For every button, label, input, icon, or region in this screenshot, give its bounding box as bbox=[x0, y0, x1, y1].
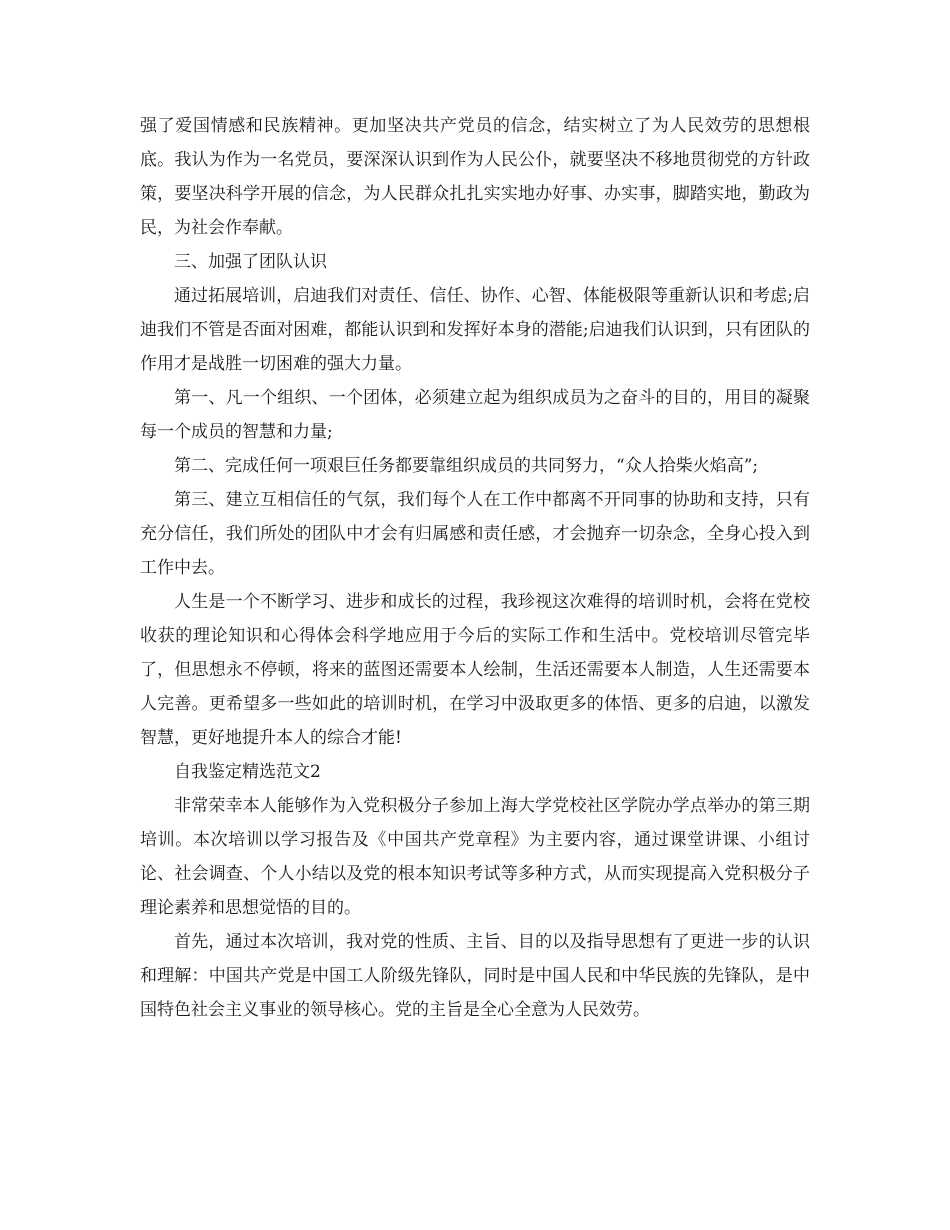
paragraph-point-three: 第三、建立互相信任的气氛，我们每个人在工作中都离不开同事的协助和支持，只有充分信任，我们所处的团队中才会有归属感和责任感，才会抛弃一切杂念，全身心投入到工作中去。 bbox=[140, 490, 810, 578]
paragraph-party-understanding: 首先，通过本次培训，我对党的性质、主旨、目的以及指导思想有了更进一步的认识和理解：中国共产党是中国工人阶级先锋队，同时是中国人民和中华民族的先锋队，是中国特色社会主义事业的领导核心。党的主旨是全心全意为人民效劳。 bbox=[140, 932, 810, 1020]
paragraph-life-learning: 人生是一个不断学习、进步和成长的过程，我珍视这次难得的培训时机，会将在党校收获的理论知识和心得体会科学地应用于今后的实际工作和生活中。党校培训尽管完毕了，但思想永不停顿，将来的蓝图还需要本人绘制，生活还需要本人制造，人生还需要本人完善。更希望多一些如此的培训时机，在学习中汲取更多的体悟、更多的启迪，以激发智慧，更好地提升本人的综合才能! bbox=[140, 592, 810, 748]
section-heading-team-awareness: 三、加强了团队认识 bbox=[174, 252, 327, 272]
document-page bbox=[140, 109, 810, 1027]
paragraph-point-one: 第一、凡一个组织、一个团体，必须建立起为组织成员为之奋斗的目的，用目的凝聚每一个成员的智慧和力量; bbox=[140, 388, 810, 442]
paragraph-point-two: 第二、完成任何一项艰巨任务都要靠组织成员的共同努力，“众人拾柴火焰高”; bbox=[174, 456, 759, 476]
paragraph-training-intro: 非常荣幸本人能够作为入党积极分子参加上海大学党校社区学院办学点举办的第三期培训。本次培训以学习报告及《中国共产党章程》为主要内容，通过课堂讲课、小组讨论、社会调查、个人小结以及党的根本知识考试等多种方式，从而实现提高入党积极分子理论素养和思想觉悟的目的。 bbox=[140, 796, 810, 918]
paragraph-team-training: 通过拓展培训，启迪我们对责任、信任、协作、心智、体能极限等重新认识和考虑;启迪我们不管是否面对困难，都能认识到和发挥好本身的潜能;启迪我们认识到，只有团队的作用才是战胜一切困难的强大力量。 bbox=[140, 286, 810, 374]
paragraph-continuation: 强了爱国情感和民族精神。更加坚决共产党员的信念，结实树立了为人民效劳的思想根底。我认为作为一名党员，要深深认识到作为人民公仆，就要坚决不移地贯彻党的方针政策，要坚决科学开展的信念，为人民群众扎扎实实地办好事、办实事，脚踏实地，勤政为民，为社会作奉献。 bbox=[140, 116, 810, 238]
section-heading-sample-2: 自我鉴定精选范文2 bbox=[174, 762, 321, 782]
